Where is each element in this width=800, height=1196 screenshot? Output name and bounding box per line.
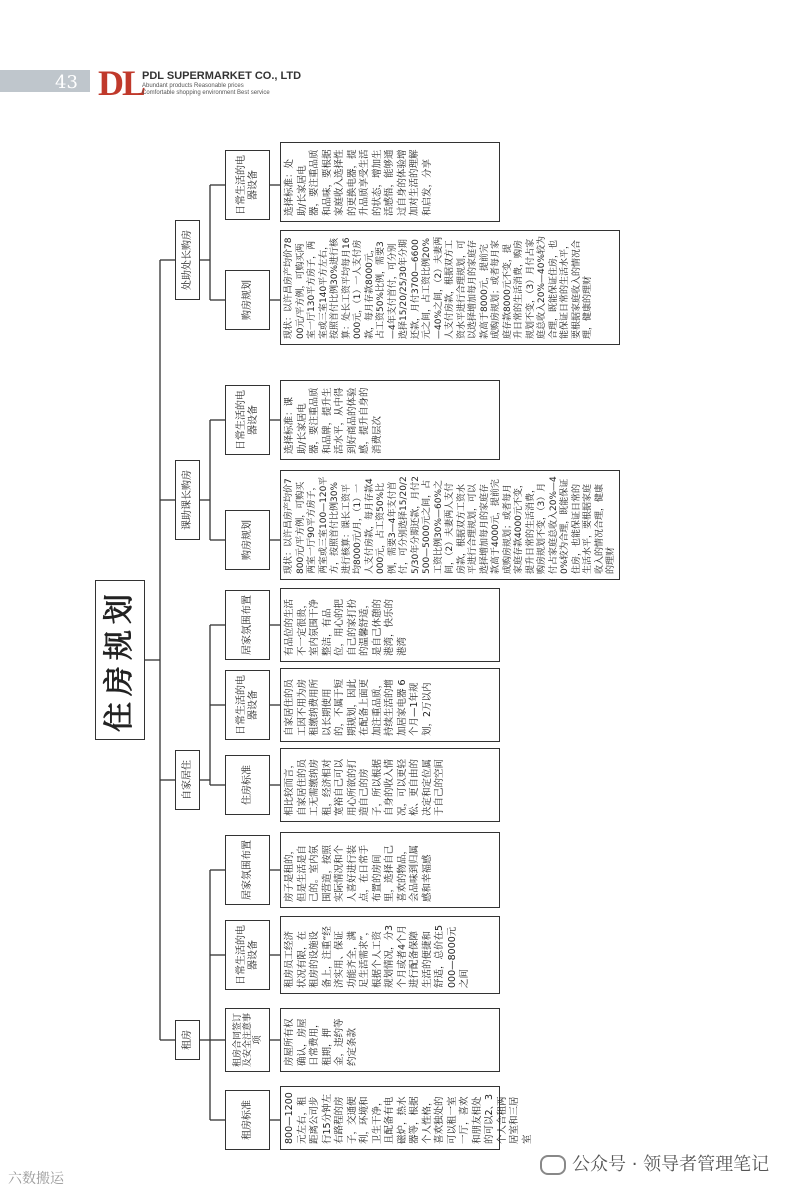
page-number: 43: [55, 72, 78, 93]
watermark-right: [540, 1150, 769, 1176]
branch-dept-head: 处助处长购房: [175, 220, 200, 300]
section-appliances-text: 选择标准：课助/长家居电器，要注重品质和品牌，提升生活水平，从中得到好商品的体验感，提升自身的消费层次: [280, 380, 500, 460]
section-appliances-label: 日常生活的电器设备: [225, 385, 270, 455]
company-logo: DL: [98, 63, 145, 103]
rent-contract-text: 房屋所有权确认，房屋日常费用，租期，押金，违约等约定条款: [280, 1008, 500, 1072]
dept-purchase-text: 现状：以许昌房产均价7800元/平方例，可购买两室一厅130平方房子，两室或三室140平方左右，按照首付比例30%进行核算：处长工资平均每月16000元，（1）一人支付房款，每月存款8000元，占工资50%比例，需要3—4年支付首付，可分别选择15/20/25/30年分期还款，月付3700—6600元之间，占工资比例20%—40%之间，（2）夫妻两人支付房款，根据双方工资水平进行合理规划，可以选择增加每月的家庭存款高于8000元，提前完成购房规划；或者每月家庭存款8000元不变，提升日常的生活消费，购房规划不变，（3）月付占家庭总收入20%—40%较为合理，既能保证住房，也能保证日常的生活水平，要根据家庭收入的情况合理，健康的理财: [280, 230, 620, 345]
rent-standard-text: 800—1200元左右，租距离公司步行15分钟左右路程的房子，交通便利，环境和卫生干净，且配备有电磁炉，热水器等，根据个人性格，喜欢独处的可以租一室一厅，喜欢和朋友相处的可以2、3个人合租两居室和三居室: [280, 1086, 500, 1150]
own-appliances-label: 日常生活的电器设备: [225, 670, 270, 740]
wechat-icon: [540, 1155, 566, 1175]
watermark-left-text: 六数搬运: [8, 1171, 64, 1187]
own-appliances-text: 自家居住的员工因不用为房租缴纳费用所以长期使用的，不属于短期规划，因此在配备上面更加注重品质，持续生活的增加居家电器 6个月—1年规划，2万以内: [280, 668, 500, 742]
dept-appliances-label: 日常生活的电器设备: [225, 150, 270, 220]
tagline-line-1: Abundant products Reasonable prices: [142, 83, 244, 89]
own-decor-text: 有品位的生活不一定很贵，室内氛围干净整洁，有品位，用心的把自己的家打扮的温馨舒适，是自己休憩的港湾，快乐的港湾: [280, 588, 500, 662]
rent-decor-label: 居家氛围布置: [225, 835, 270, 905]
own-standard-label: 住房标准: [225, 755, 270, 815]
dept-purchase-label: 购房规划: [225, 270, 270, 330]
housing-plan-diagram: [0, 120, 800, 1160]
section-purchase-label: 购房规划: [225, 510, 270, 570]
branch-rent: 租房: [175, 1020, 200, 1060]
own-standard-text: 相比较而言，自家居住的员工无需缴纳房租，经济相对宽裕自己可以用心所欲的打造自己的房子，所以根据自身的收入情况，可以更轻松、更自由的决定和定位属于自己的空间: [280, 748, 500, 822]
branch-section-head: 课助课长购房: [175, 460, 200, 540]
rent-appliances-text: 租房员工经济状况有限，在租房的设施设备上，注重“经济实用、保证功能齐全，满足生活需求”，根据个人工资规划情况，分3个月或者4个月进行配备保障生活的便捷和舒适，总价在5000—8000元之间: [280, 916, 500, 994]
rent-appliances-label: 日常生活的电器设备: [225, 920, 270, 990]
rent-standard-label: 租房标准: [225, 1090, 270, 1150]
rent-decor-text: 房子是租的，但是生活是自己的。室内氛围营造，按照实际情况和个人喜好进行装点，在日常手布置的房间里，选择自己喜欢的物品，会品味到归属感和幸福感: [280, 832, 500, 908]
rent-contract-label: 租房合同签订及安全注意事项: [225, 1008, 270, 1072]
branch-own-home: 自家居住: [175, 750, 200, 810]
dept-appliances-text: 选择标准：处助/长家居电器，要注重品质和品味，要根据家庭收入选择性的更换电器，提升品质享受生活的状态，增加生活感悟，能够通过自身的体验增加对生活的理解和启发，分享: [280, 142, 500, 222]
company-name: PDL SUPERMARKET CO., LTD: [142, 70, 302, 82]
section-purchase-text: 现状：以许昌房产均价7800元/平方例，可购买两室一厅90平方房子，两室或三室100—120平方，按照首付比例30%进行核算：课长工资平均8000元/月，（1）一人支付房款，每月存款4000元，占工资50%比例，需要3—4年支付首付，可分别选择15/20/25/30年分期还款，月付2500—5000元之间，占工资比例30%—60%之间，（2）夫妻两人支付房款，根据双方工资水平进行合理规划，可以选择增加每月的家庭存款高于4000元，提前完成购房规划；或者每月家庭存款4000元不变，提升日常的生活消费，购房规划不变，（3）月付占家庭总收入20%—40%较为合理，既能保证住房，也能保证日常的生活水平，要根据家庭收入的情况合理，健康的理财: [280, 470, 620, 580]
watermark-right-text: 公众号 · 领导者管理笔记: [572, 1154, 770, 1175]
tagline-line-2: Comfortable shopping environment Best service: [142, 90, 270, 96]
own-decor-label: 居家氛围布置: [225, 590, 270, 660]
diagram-title: 住房规划: [95, 580, 145, 740]
watermark-left: [8, 1168, 64, 1188]
